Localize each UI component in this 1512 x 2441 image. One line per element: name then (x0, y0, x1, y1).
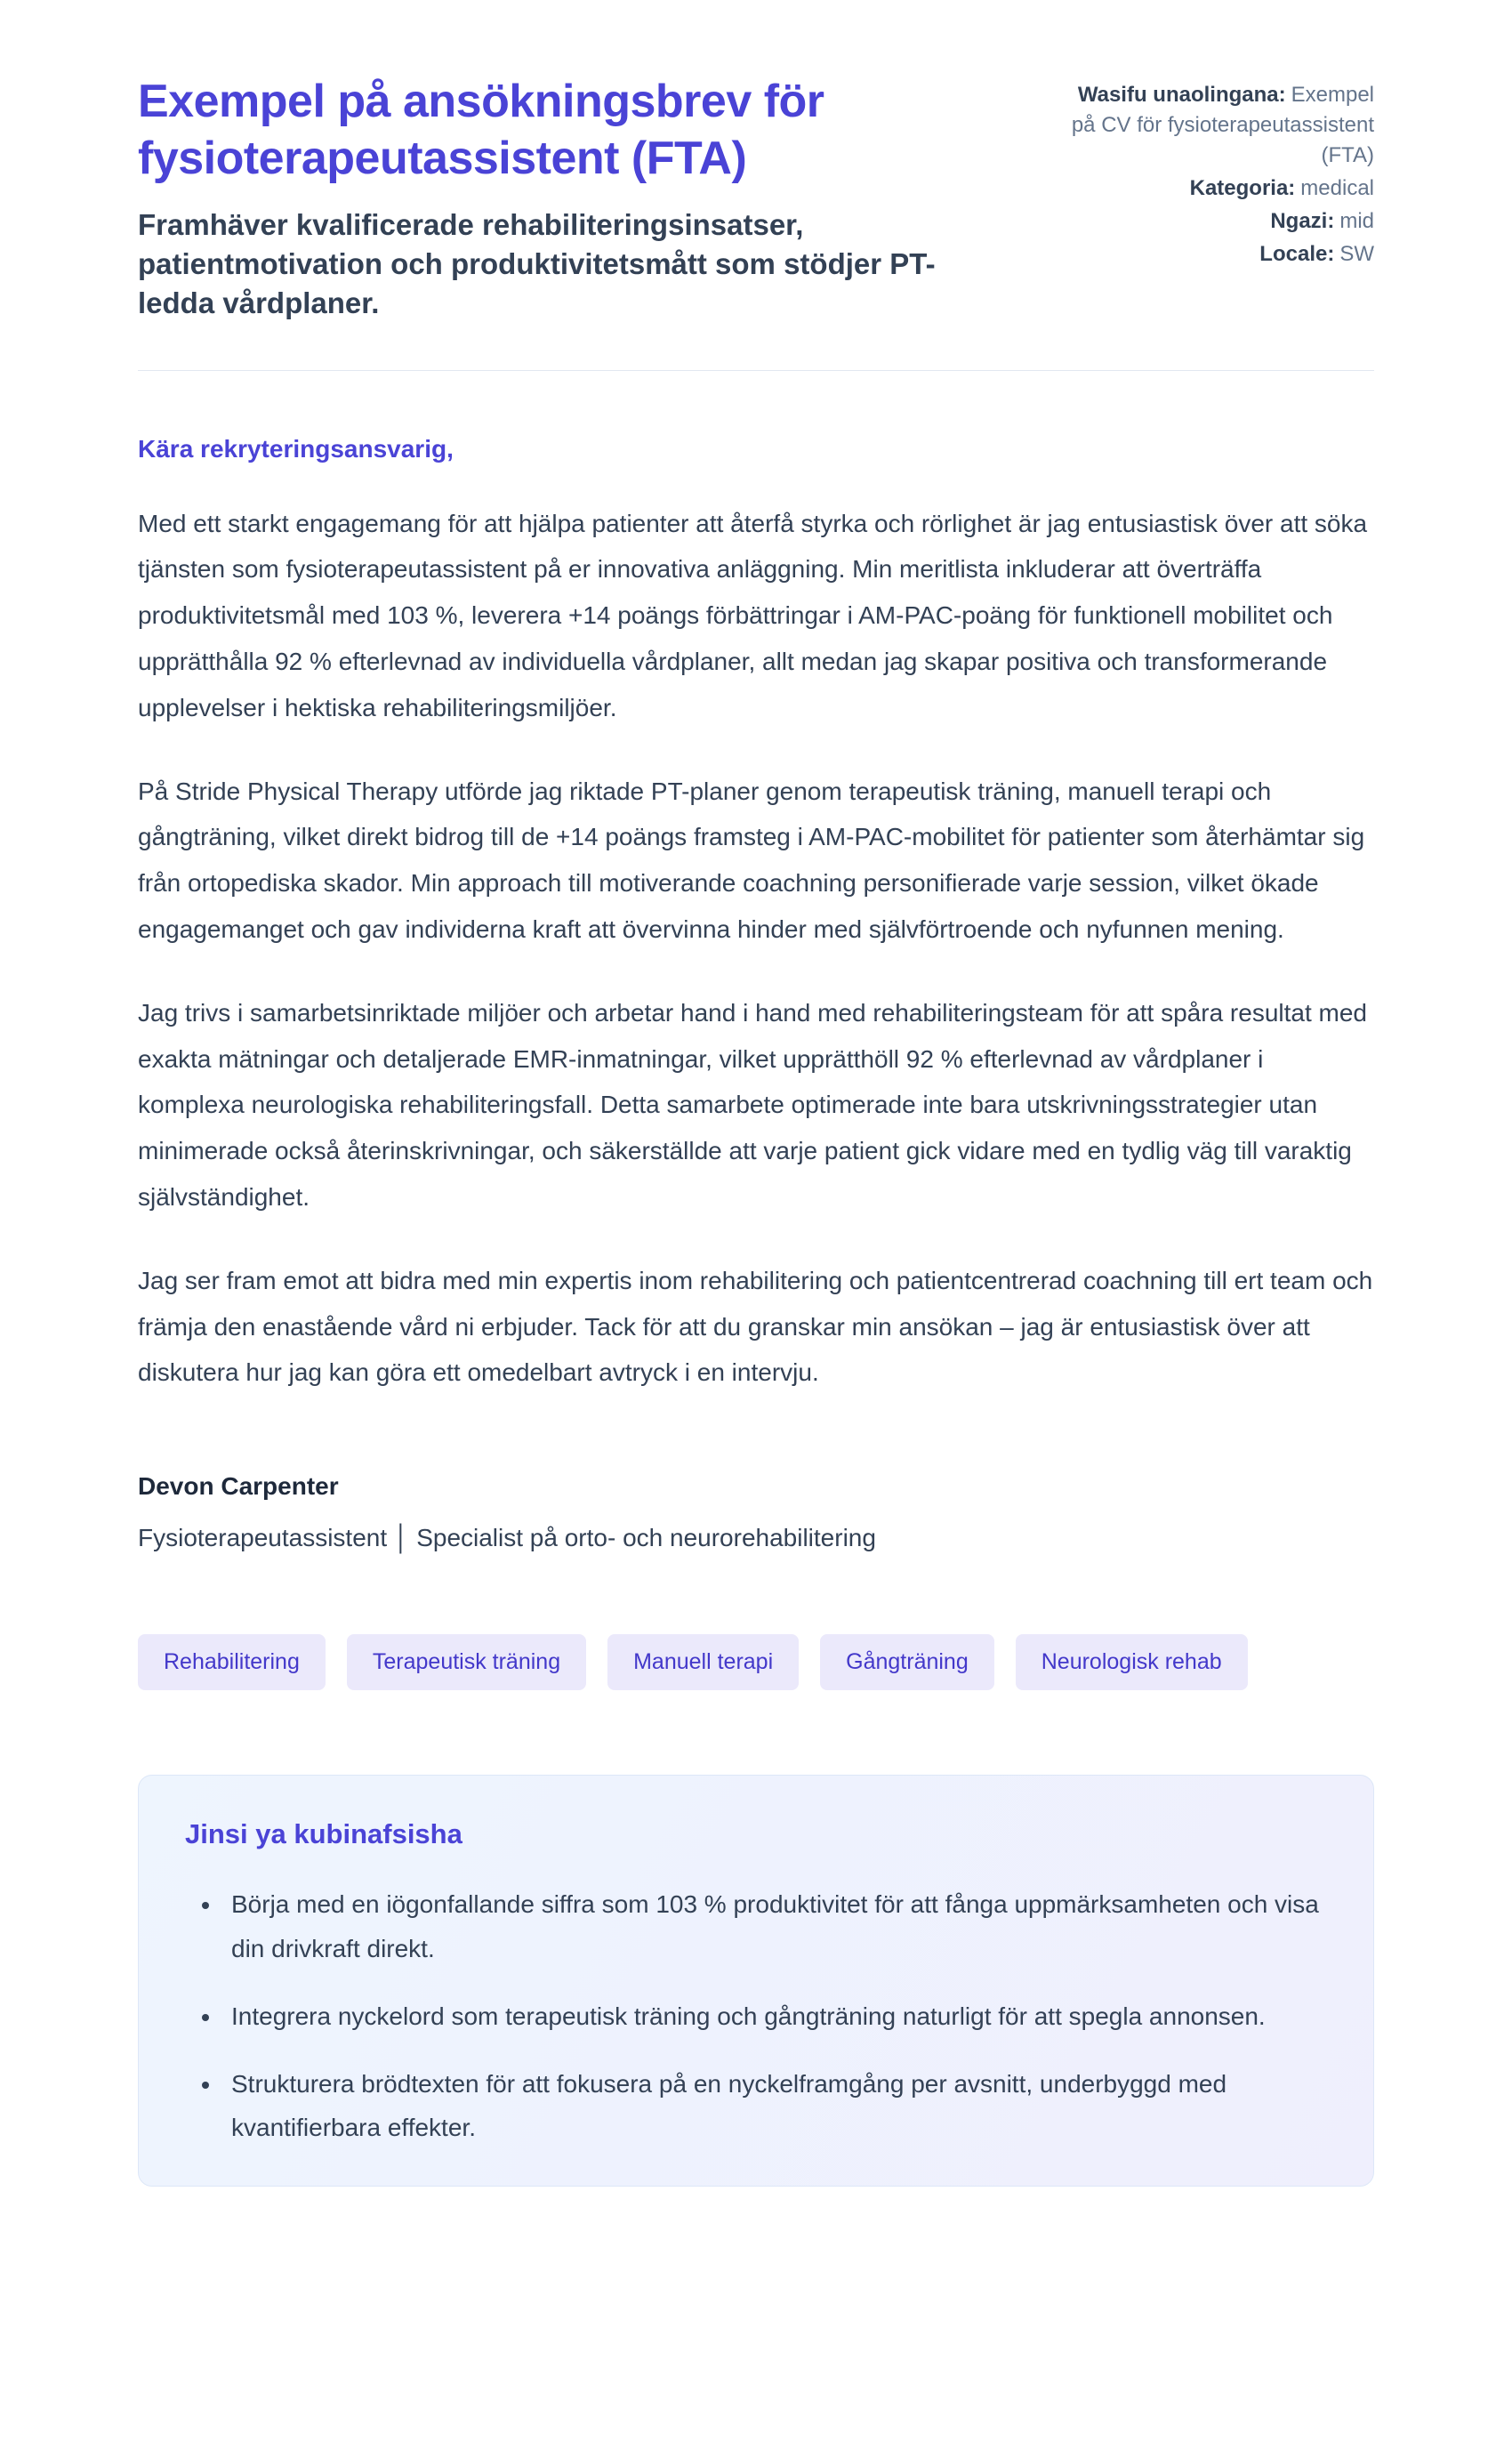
tips-box (138, 1775, 1374, 2187)
meta-item-locale (1063, 239, 1374, 270)
tag-rehabilitering[interactable]: Rehabilitering (138, 1634, 326, 1690)
meta-label: Ngazi: (1270, 209, 1335, 234)
page-subtitle: Framhäver kvalificerade rehabiliteringsinsatser, patientmotivation och produktivitetsmått som stödjer PT-ledda vårdplaner. (138, 207, 936, 320)
meta-panel (1063, 73, 1374, 272)
letter-paragraph: Jag ser fram emot att bidra med min expertis inom rehabilitering och patientcentrerad coachning till ert team och främja den enastående vård ni erbjuder. Tack för att du granskar min ansökan – jag är entusiastisk över att diskutera hur jag kan göra ett omedelbart avtryck i en intervju. (138, 1266, 1373, 1387)
letter-paragraph: Jag trivs i samarbetsinriktade miljöer och arbetar hand i hand med rehabiliteringsteam för att spåra resultat med exakta mätningar och detaljerade EMR-inmatningar, vilket upprätthöll 92 % efterlevnad av vårdplaner i komplexa neurologiska rehabiliteringsfall. Detta samarbete optimerade inte bara utskrivningsstrategier utan minimerade också återinskrivningar, och säkerställde att varje patient gick vidare med en tydlig väg till varaktig självständighet. (138, 998, 1367, 1211)
header-title-block (138, 73, 974, 324)
page-title: Exempel på ansökningsbrev för fysioterapeutassistent (FTA) (138, 76, 824, 185)
meta-item-kategoria (1063, 173, 1374, 204)
tip-item: • Integrera nyckelord som terapeutisk träning och gångträning naturligt för att spegla annonsen. (222, 1994, 1327, 2039)
meta-value: mid (1339, 209, 1374, 234)
meta-label: Wasifu unaolingana: (1077, 83, 1286, 107)
tip-item: • Börja med en iögonfallande siffra som 103 % produktivitet för att fånga uppmärksamheten och visa din drivkraft direkt. (222, 1882, 1327, 1971)
meta-label: Locale: (1259, 242, 1335, 267)
tips-list (185, 1882, 1327, 2150)
letter-body (138, 435, 1374, 1553)
meta-value: medical (1300, 176, 1374, 201)
tag-neurologisk-rehab[interactable]: Neurologisk rehab (1016, 1634, 1248, 1690)
tag-gangtraning[interactable]: Gångträning (820, 1634, 994, 1690)
tag-list (138, 1634, 1374, 1690)
tag-manuell-terapi[interactable]: Manuell terapi (607, 1634, 799, 1690)
meta-item-ngazi (1063, 206, 1374, 237)
meta-value: Exempel på CV för fysioterapeutassistent (FTA) (1071, 83, 1374, 168)
meta-item-wasifu (1063, 80, 1374, 171)
meta-value: SW (1339, 242, 1374, 267)
tag-terapeutisk-traning[interactable]: Terapeutisk träning (347, 1634, 586, 1690)
signature-name: Devon Carpenter (138, 1472, 339, 1501)
meta-label: Kategoria: (1189, 176, 1296, 201)
tips-title: Jinsi ya kubinafsisha (185, 1818, 462, 1850)
tip-item: • Strukturera brödtexten för att fokusera på en nyckelframgång per avsnitt, underbyggd med kvantifierbara effekter. (222, 2062, 1327, 2151)
letter-paragraph: Med ett starkt engagemang för att hjälpa patienter att återfå styrka och rörlighet är jag entusiastisk över att söka tjänsten som fysioterapeutassistent på er innovativa anläggning. Min meritlista inkluderar att överträffa produktivitetsmål med 103 %, leverera +14 poängs förbättringar i AM-PAC-poäng för funktionell mobilitet och upprätthålla 92 % efterlevnad av individuella vårdplaner, allt medan jag skapar positiva och transformerande upplevelser i hektiska rehabiliteringsmiljöer. (138, 509, 1368, 721)
letter-greeting: Kära rekryteringsansvarig, (138, 434, 454, 463)
header (138, 73, 1374, 324)
letter-paragraph: På Stride Physical Therapy utförde jag riktade PT-planer genom terapeutisk träning, manuell terapi och gångträning, vilket direkt bidrog till de +14 poängs framsteg i AM-PAC-mobilitet för patienter som återhämtar sig från ortopediska skador. Min approach till motiverande coachning personifierade varje session, vilket ökade engagemanget och gav individerna kraft att övervinna hinder med självförtroende och nyfunnen mening. (138, 777, 1365, 943)
header-divider (138, 370, 1374, 371)
signature-role: Fysioterapeutassistent │ Specialist på orto- och neurorehabilitering (138, 1524, 876, 1552)
